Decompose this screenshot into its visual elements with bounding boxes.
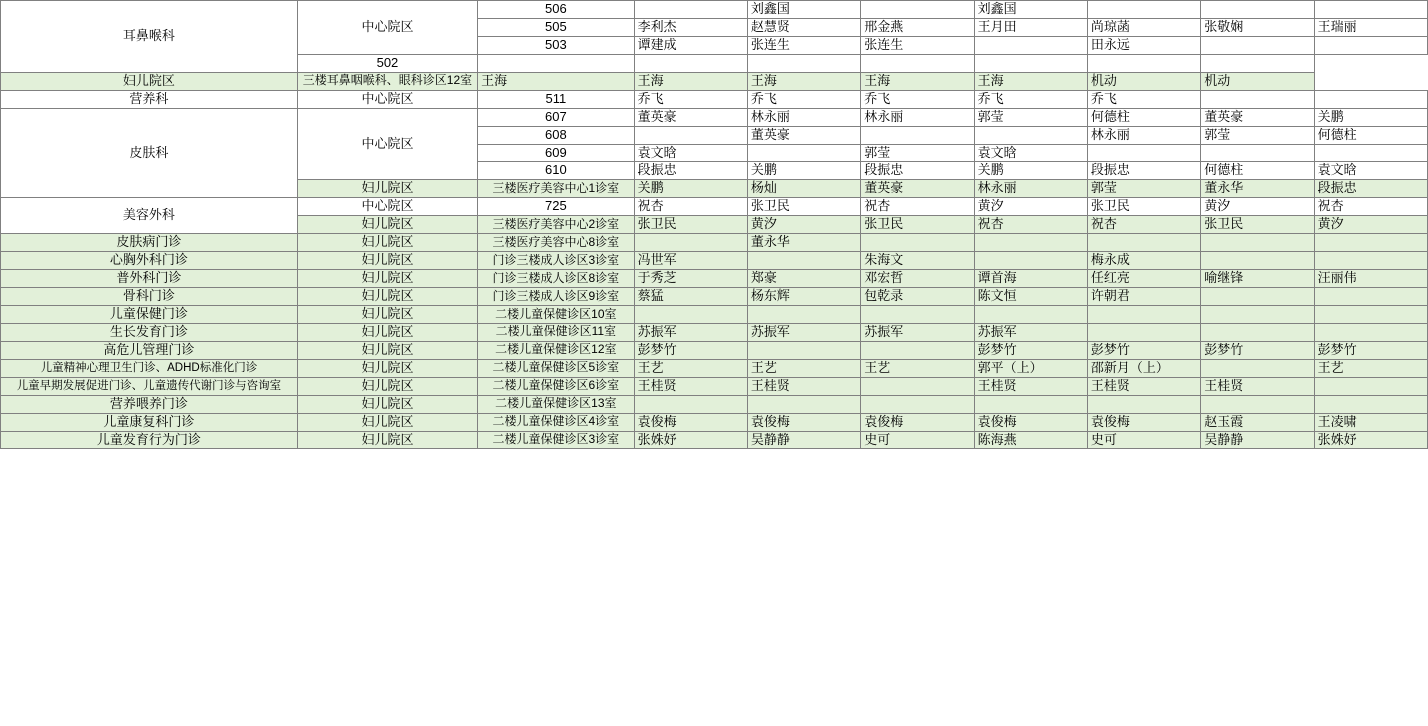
doctor-cell: [634, 1, 747, 19]
table-row: [1, 395, 1428, 413]
department-cell: 普外科门诊: [1, 270, 298, 288]
campus-cell: 中心院区: [297, 1, 477, 55]
campus-cell: 妇儿院区: [297, 359, 477, 377]
doctor-cell: [861, 234, 974, 252]
table-row: [1, 90, 1428, 108]
doctor-cell: 段振忠: [1314, 180, 1427, 198]
doctor-cell: [1201, 90, 1314, 108]
room-cell: 三楼医疗美容中心8诊室: [478, 234, 635, 252]
table-row: [1, 108, 1428, 126]
room-cell: 二楼儿童保健诊区11室: [478, 323, 635, 341]
doctor-cell: 董永华: [1201, 180, 1314, 198]
room-cell: 725: [478, 198, 635, 216]
doctor-cell: 祝杏: [634, 198, 747, 216]
doctor-cell: [1087, 305, 1200, 323]
campus-cell: 妇儿院区: [297, 180, 477, 198]
doctor-cell: 关鹏: [1314, 108, 1427, 126]
doctor-cell: 何德柱: [1201, 162, 1314, 180]
room-cell: 二楼儿童保健诊区10室: [478, 305, 635, 323]
doctor-cell: 苏振军: [861, 323, 974, 341]
doctor-cell: 祝杏: [974, 216, 1087, 234]
doctor-cell: 段振忠: [861, 162, 974, 180]
doctor-cell: [861, 341, 974, 359]
campus-cell: 中心院区: [297, 198, 477, 216]
doctor-cell: 郭莹: [1201, 126, 1314, 144]
table-row: [1, 288, 1428, 306]
doctor-cell: 于秀芝: [634, 270, 747, 288]
doctor-cell: 陈文恒: [974, 288, 1087, 306]
doctor-cell: [1201, 234, 1314, 252]
campus-cell: 妇儿院区: [297, 431, 477, 449]
doctor-cell: [1201, 305, 1314, 323]
doctor-cell: 董英豪: [747, 126, 860, 144]
campus-cell: 妇儿院区: [297, 341, 477, 359]
doctor-cell: [747, 395, 860, 413]
doctor-cell: 乔飞: [1087, 90, 1200, 108]
doctor-cell: 王海: [974, 72, 1087, 90]
doctor-cell: 何德柱: [1087, 108, 1200, 126]
department-cell: 耳鼻喉科: [1, 1, 298, 73]
department-cell: 儿童保健门诊: [1, 305, 298, 323]
room-cell: 二楼儿童保健诊区12室: [478, 341, 635, 359]
doctor-cell: [1087, 144, 1200, 162]
doctor-cell: 张卫民: [747, 198, 860, 216]
table-row: [1, 1, 1428, 19]
doctor-cell: [1201, 1, 1314, 19]
doctor-cell: [1087, 54, 1200, 72]
table-row: [1, 234, 1428, 252]
department-cell: 儿童康复科门诊: [1, 413, 298, 431]
doctor-cell: 谭建成: [634, 36, 747, 54]
doctor-cell: [747, 144, 860, 162]
campus-cell: 妇儿院区: [1, 72, 298, 90]
doctor-cell: 吴静静: [747, 431, 860, 449]
doctor-cell: 董英豪: [1201, 108, 1314, 126]
table-row: [1, 305, 1428, 323]
doctor-cell: 史可: [1087, 431, 1200, 449]
doctor-cell: 乔飞: [634, 90, 747, 108]
doctor-cell: [1314, 234, 1427, 252]
doctor-cell: 袁俊梅: [747, 413, 860, 431]
doctor-cell: 郭莹: [974, 108, 1087, 126]
doctor-cell: 王月田: [974, 18, 1087, 36]
department-cell: 骨科门诊: [1, 288, 298, 306]
doctor-cell: 汪丽伟: [1314, 270, 1427, 288]
schedule-body: [1, 1, 1428, 449]
doctor-cell: 林永丽: [974, 180, 1087, 198]
doctor-cell: [1201, 323, 1314, 341]
department-cell: 皮肤科: [1, 108, 298, 198]
doctor-cell: 苏振军: [634, 323, 747, 341]
doctor-cell: 王桂贤: [1087, 377, 1200, 395]
doctor-cell: 董英豪: [861, 180, 974, 198]
doctor-cell: [1314, 377, 1427, 395]
doctor-cell: [1314, 323, 1427, 341]
doctor-cell: 何德柱: [1314, 126, 1427, 144]
room-cell: 门诊三楼成人诊区9诊室: [478, 288, 635, 306]
doctor-cell: [1314, 288, 1427, 306]
room-cell: 608: [478, 126, 635, 144]
doctor-cell: 黄汐: [747, 216, 860, 234]
room-cell: 二楼儿童保健诊区6诊室: [478, 377, 635, 395]
doctor-cell: 王艺: [861, 359, 974, 377]
doctor-cell: 乔飞: [974, 90, 1087, 108]
doctor-cell: 任红亮: [1087, 270, 1200, 288]
doctor-cell: 机动: [1087, 72, 1200, 90]
doctor-cell: [1201, 54, 1314, 72]
doctor-cell: 关鹏: [634, 180, 747, 198]
doctor-cell: 王海: [861, 72, 974, 90]
doctor-cell: [634, 126, 747, 144]
table-row: [1, 72, 1428, 90]
doctor-cell: 袁文晗: [974, 144, 1087, 162]
campus-cell: 妇儿院区: [297, 395, 477, 413]
doctor-cell: 张姝妤: [1314, 431, 1427, 449]
doctor-cell: [861, 126, 974, 144]
doctor-cell: 谭首海: [974, 270, 1087, 288]
doctor-cell: [747, 341, 860, 359]
table-row: [1, 431, 1428, 449]
doctor-cell: 王凌啸: [1314, 413, 1427, 431]
department-cell: 高危儿管理门诊: [1, 341, 298, 359]
doctor-cell: [1087, 234, 1200, 252]
department-cell: 美容外科: [1, 198, 298, 234]
doctor-cell: 张连生: [747, 36, 860, 54]
doctor-cell: 彭梦竹: [974, 341, 1087, 359]
doctor-cell: 陈海燕: [974, 431, 1087, 449]
doctor-cell: 赵慧贤: [747, 18, 860, 36]
doctor-cell: [1314, 252, 1427, 270]
doctor-cell: [974, 252, 1087, 270]
doctor-cell: [1314, 1, 1427, 19]
doctor-cell: 祝杏: [1314, 198, 1427, 216]
campus-cell: 妇儿院区: [297, 216, 477, 234]
doctor-cell: 袁俊梅: [634, 413, 747, 431]
table-row: [1, 341, 1428, 359]
doctor-cell: 田永远: [1087, 36, 1200, 54]
table-row: [1, 198, 1428, 216]
room-cell: 二楼儿童保健诊区5诊室: [478, 359, 635, 377]
department-cell: 儿童发育行为门诊: [1, 431, 298, 449]
doctor-cell: 王海: [634, 72, 747, 90]
doctor-cell: 祝杏: [861, 198, 974, 216]
doctor-cell: 林永丽: [747, 108, 860, 126]
doctor-cell: 苏振军: [747, 323, 860, 341]
room-cell: 二楼儿童保健诊区4诊室: [478, 413, 635, 431]
room-cell: 三楼医疗美容中心2诊室: [478, 216, 635, 234]
doctor-cell: 机动: [1201, 72, 1314, 90]
doctor-cell: 邵新月（上）: [1087, 359, 1200, 377]
doctor-cell: [861, 54, 974, 72]
department-cell: 营养科: [1, 90, 298, 108]
doctor-cell: [1087, 395, 1200, 413]
table-row: [1, 377, 1428, 395]
doctor-cell: 董永华: [747, 234, 860, 252]
doctor-cell: [1314, 305, 1427, 323]
doctor-cell: [1201, 252, 1314, 270]
room-cell: 502: [297, 54, 477, 72]
doctor-cell: [1314, 36, 1427, 54]
room-cell: 511: [478, 90, 635, 108]
campus-cell: 妇儿院区: [297, 413, 477, 431]
doctor-cell: [1087, 323, 1200, 341]
doctor-cell: 王海: [478, 72, 635, 90]
room-cell: 三楼医疗美容中心1诊室: [478, 180, 635, 198]
doctor-cell: 王桂贤: [747, 377, 860, 395]
doctor-cell: [1314, 395, 1427, 413]
doctor-cell: 乔飞: [861, 90, 974, 108]
doctor-cell: [1314, 90, 1427, 108]
campus-cell: 妇儿院区: [297, 305, 477, 323]
doctor-cell: [861, 305, 974, 323]
doctor-cell: 刘鑫国: [747, 1, 860, 19]
doctor-cell: [1201, 395, 1314, 413]
doctor-cell: 王瑞丽: [1314, 18, 1427, 36]
doctor-cell: 苏振军: [974, 323, 1087, 341]
doctor-cell: [1087, 1, 1200, 19]
doctor-cell: 袁文晗: [1314, 162, 1427, 180]
table-row: [1, 323, 1428, 341]
doctor-cell: 黄汐: [1314, 216, 1427, 234]
doctor-cell: [1201, 288, 1314, 306]
doctor-cell: [478, 54, 635, 72]
doctor-cell: 张卫民: [1087, 198, 1200, 216]
doctor-cell: 张连生: [861, 36, 974, 54]
doctor-cell: 喻继锋: [1201, 270, 1314, 288]
department-cell: 皮肤病门诊: [1, 234, 298, 252]
doctor-cell: [634, 54, 747, 72]
campus-cell: 中心院区: [297, 90, 477, 108]
campus-cell: 妇儿院区: [297, 377, 477, 395]
campus-cell: 妇儿院区: [297, 323, 477, 341]
doctor-cell: 黄汐: [974, 198, 1087, 216]
doctor-cell: [634, 234, 747, 252]
doctor-cell: [747, 305, 860, 323]
doctor-cell: [974, 305, 1087, 323]
doctor-cell: 郑豪: [747, 270, 860, 288]
doctor-cell: 冯世军: [634, 252, 747, 270]
campus-cell: 中心院区: [297, 108, 477, 180]
doctor-cell: 尚琼菡: [1087, 18, 1200, 36]
doctor-cell: 段振忠: [634, 162, 747, 180]
doctor-cell: [861, 395, 974, 413]
doctor-cell: 包乾录: [861, 288, 974, 306]
doctor-cell: [1201, 359, 1314, 377]
doctor-cell: 张敬娴: [1201, 18, 1314, 36]
doctor-cell: 郭莹: [1087, 180, 1200, 198]
doctor-cell: [974, 234, 1087, 252]
doctor-cell: 梅永成: [1087, 252, 1200, 270]
doctor-cell: 王桂贤: [974, 377, 1087, 395]
room-cell: 610: [478, 162, 635, 180]
doctor-cell: [747, 54, 860, 72]
department-cell: 营养喂养门诊: [1, 395, 298, 413]
room-cell: 三楼耳鼻咽喉科、眼科诊区12室: [297, 72, 477, 90]
doctor-cell: [974, 54, 1087, 72]
room-cell: 门诊三楼成人诊区8诊室: [478, 270, 635, 288]
doctor-cell: [634, 395, 747, 413]
department-cell: 心胸外科门诊: [1, 252, 298, 270]
doctor-cell: 林永丽: [1087, 126, 1200, 144]
doctor-cell: 吴静静: [1201, 431, 1314, 449]
doctor-cell: 黄汐: [1201, 198, 1314, 216]
doctor-cell: 王艺: [747, 359, 860, 377]
campus-cell: 妇儿院区: [297, 270, 477, 288]
doctor-cell: 赵玉霞: [1201, 413, 1314, 431]
doctor-cell: [1201, 144, 1314, 162]
doctor-cell: [974, 36, 1087, 54]
doctor-cell: 关鹏: [974, 162, 1087, 180]
table-row: [1, 252, 1428, 270]
doctor-cell: 张卫民: [634, 216, 747, 234]
doctor-cell: 张卫民: [1201, 216, 1314, 234]
room-cell: 607: [478, 108, 635, 126]
table-row: [1, 413, 1428, 431]
doctor-cell: 史可: [861, 431, 974, 449]
doctor-cell: [974, 126, 1087, 144]
doctor-cell: 关鹏: [747, 162, 860, 180]
doctor-cell: [861, 377, 974, 395]
room-cell: 二楼儿童保健诊区3诊室: [478, 431, 635, 449]
room-cell: 503: [478, 36, 635, 54]
table-row: [1, 270, 1428, 288]
doctor-cell: [861, 1, 974, 19]
doctor-cell: 杨东辉: [747, 288, 860, 306]
department-cell: 生长发育门诊: [1, 323, 298, 341]
campus-cell: 妇儿院区: [297, 234, 477, 252]
table-row: [1, 359, 1428, 377]
campus-cell: 妇儿院区: [297, 252, 477, 270]
doctor-cell: 张姝妤: [634, 431, 747, 449]
doctor-cell: 许朝君: [1087, 288, 1200, 306]
room-cell: 609: [478, 144, 635, 162]
doctor-cell: 林永丽: [861, 108, 974, 126]
doctor-cell: 张卫民: [861, 216, 974, 234]
room-cell: 门诊三楼成人诊区3诊室: [478, 252, 635, 270]
doctor-cell: 王艺: [634, 359, 747, 377]
doctor-cell: 王桂贤: [1201, 377, 1314, 395]
doctor-cell: [974, 395, 1087, 413]
room-cell: 506: [478, 1, 635, 19]
doctor-cell: 段振忠: [1087, 162, 1200, 180]
doctor-cell: 李利杰: [634, 18, 747, 36]
doctor-cell: 王海: [747, 72, 860, 90]
doctor-cell: 杨灿: [747, 180, 860, 198]
room-cell: 二楼儿童保健诊区13室: [478, 395, 635, 413]
doctor-cell: 郭平（上）: [974, 359, 1087, 377]
doctor-cell: 邓宏哲: [861, 270, 974, 288]
doctor-cell: 董英豪: [634, 108, 747, 126]
doctor-cell: [1314, 144, 1427, 162]
doctor-cell: 袁文晗: [634, 144, 747, 162]
doctor-cell: 袁俊梅: [861, 413, 974, 431]
doctor-cell: 袁俊梅: [974, 413, 1087, 431]
doctor-cell: 袁俊梅: [1087, 413, 1200, 431]
doctor-cell: 彭梦竹: [634, 341, 747, 359]
room-cell: 505: [478, 18, 635, 36]
doctor-cell: [634, 305, 747, 323]
doctor-cell: 刘鑫国: [974, 1, 1087, 19]
doctor-cell: [1201, 36, 1314, 54]
doctor-cell: 彭梦竹: [1201, 341, 1314, 359]
doctor-cell: 彭梦竹: [1087, 341, 1200, 359]
doctor-cell: [747, 252, 860, 270]
doctor-cell: 王艺: [1314, 359, 1427, 377]
doctor-cell: 朱海文: [861, 252, 974, 270]
doctor-cell: 郭莹: [861, 144, 974, 162]
doctor-cell: 蔡猛: [634, 288, 747, 306]
doctor-cell: 乔飞: [747, 90, 860, 108]
doctor-cell: 祝杏: [1087, 216, 1200, 234]
doctor-cell: 彭梦竹: [1314, 341, 1427, 359]
department-cell: 儿童精神心理卫生门诊、ADHD标准化门诊: [1, 359, 298, 377]
doctor-cell: 邢金燕: [861, 18, 974, 36]
doctor-cell: 王桂贤: [634, 377, 747, 395]
campus-cell: 妇儿院区: [297, 288, 477, 306]
department-cell: 儿童早期发展促进门诊、儿童遗传代谢门诊与咨询室: [1, 377, 298, 395]
